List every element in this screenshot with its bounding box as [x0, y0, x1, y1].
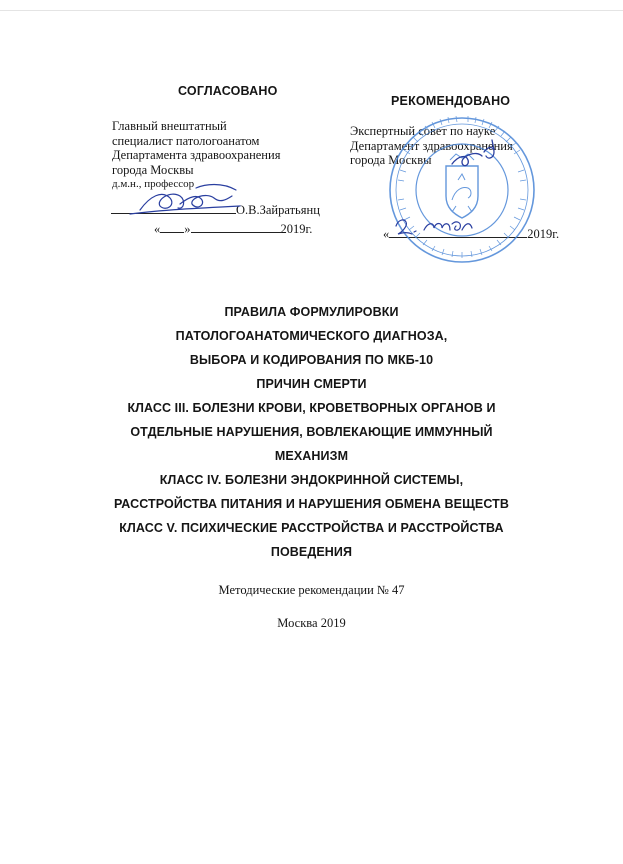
recommended-year: 2019г. — [527, 227, 560, 241]
approved-heading: СОГЛАСОВАНО — [178, 84, 278, 98]
date-quote-open: « — [383, 227, 390, 241]
title-line: ПОВЕДЕНИЯ — [270, 545, 353, 559]
recommended-heading: РЕКОМЕНДОВАНО — [391, 94, 511, 108]
date-quote-close: » — [184, 222, 191, 236]
recommended-line: Департамент здравоохранения — [350, 138, 513, 153]
approved-line: города Москвы — [112, 162, 194, 177]
title-line: КЛАСС III. БОЛЕЗНИ КРОВИ, КРОВЕТВОРНЫХ ОРГАНОВ И — [127, 401, 496, 415]
title-line: РАССТРОЙСТВА ПИТАНИЯ И НАРУШЕНИЯ ОБМЕНА ВЕЩЕСТВ — [113, 497, 510, 511]
recommended-line: Экспертный совет по науке — [350, 124, 496, 138]
title-line: ОТДЕЛЬНЫЕ НАРУШЕНИЯ, ВОВЛЕКАЮЩИЕ ИММУННЫЙ — [130, 425, 493, 439]
approved-line: специалист патологоанатом — [112, 133, 260, 148]
approved-year: 2019г. — [280, 222, 313, 236]
title-line: МЕХАНИЗМ — [274, 449, 349, 463]
title-line: ПРИЧИН СМЕРТИ — [256, 377, 367, 391]
title-line: КЛАСС IV. БОЛЕЗНИ ЭНДОКРИННОЙ СИСТЕМЫ, — [159, 473, 464, 487]
recommended-line: города Москвы — [350, 153, 432, 167]
approved-signature-scribble — [130, 185, 240, 215]
approved-line: Главный внештатный — [112, 119, 227, 133]
round-stamp — [390, 116, 534, 262]
title-line: ПРАВИЛА ФОРМУЛИРОВКИ — [224, 305, 399, 319]
document-subtitle: Методические рекомендации № 47 — [218, 583, 405, 597]
city-year: Москва 2019 — [277, 616, 346, 630]
approved-line: Департамента здравоохранения — [112, 148, 281, 162]
approved-degree: д.м.н., профессор — [112, 178, 195, 190]
title-line: ВЫБОРА И КОДИРОВАНИЯ ПО МКБ-10 — [189, 353, 434, 367]
approved-signatory: О.В.Зайратьянц — [236, 203, 320, 217]
date-quote-open: « — [154, 222, 161, 236]
title-line: ПАТОЛОГОАНАТОМИЧЕСКОГО ДИАГНОЗА, — [175, 329, 448, 343]
title-line: КЛАСС V. ПСИХИЧЕСКИЕ РАССТРОЙСТВА И РАССТРОЙСТВА — [119, 521, 504, 535]
